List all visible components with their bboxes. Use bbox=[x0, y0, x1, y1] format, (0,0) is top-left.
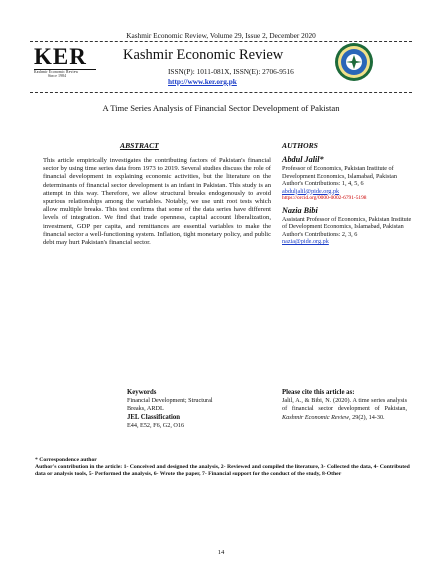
journal-url-link[interactable]: http://www.ker.org.pk bbox=[168, 77, 237, 86]
page-number: 14 bbox=[217, 549, 225, 556]
keywords-block bbox=[127, 389, 227, 430]
author-contributions: Author's Contributions: 2, 3, 6 bbox=[282, 230, 358, 238]
ker-logo-since: Since 1984 bbox=[48, 74, 67, 78]
citation-plain: Jalil, A., & Bibi, N. (2020). A time series analysis of financial sector development of Pakistan, bbox=[282, 397, 407, 413]
author-name: Abdul Jalil* bbox=[282, 155, 324, 164]
citation-text bbox=[282, 397, 407, 422]
jel-heading: JEL Classification bbox=[127, 413, 181, 421]
authors-heading: AUTHORS bbox=[282, 141, 318, 150]
abstract-text: This article empirically investigates the contributing factors of Pakistan's financial sector by using time series data from 1973 to 2019. Several studies discuss the role of financial development in explaining economic activities, but the literature on the determinants of financial sector development is an infant in Pakistan. This study is an attempt in this way. Therefore, we allow structural breaks endogenously to avoid spurious relationships among the variables. Notably, we use unit root tests which allow multiple breaks. This test confirms that some of the data series have different levels of integration. We find that trade openness, capital account liberalization, investment, GDP per capita, and remittances are essential variables to make the financial sector a well-functioning system. Inflation, tight monetary policy, and public debt may hurt Pakistan's financial sector. bbox=[43, 157, 271, 247]
jel-codes: E44, E52, F6, G2, O16 bbox=[127, 421, 185, 429]
author-affiliation: Assistant Professor of Economics, Pakistan Institute of Development Economics, Islamabad, Pakistan bbox=[282, 215, 412, 230]
abstract-heading: ABSTRACT bbox=[120, 141, 159, 150]
author-orcid-link[interactable]: https://orcid.org/0000-0002-6791-5198 bbox=[282, 195, 367, 201]
keywords-text: Financial Development; Structural Breaks, ARDL bbox=[127, 397, 213, 413]
issn: ISSN(P): 1011-081X, ISSN(E): 2706-9516 bbox=[168, 67, 294, 76]
citation-details: , 29(2), 14-30. bbox=[349, 413, 385, 421]
ker-logo bbox=[34, 46, 110, 86]
journal-title: Kashmir Economic Review bbox=[123, 47, 284, 63]
header-divider-bottom bbox=[30, 92, 412, 93]
citation-journal: Kashmir Economic Review bbox=[282, 413, 350, 421]
author-email-link[interactable]: nazia@pide.org.pk bbox=[282, 238, 329, 245]
university-seal-icon bbox=[334, 42, 374, 82]
author-block-1 bbox=[282, 155, 412, 203]
correspondence-note: * Correspondence author bbox=[35, 457, 97, 463]
ker-logo-subtitle: Kashmir Economic Review bbox=[34, 70, 79, 74]
citation-heading: Please cite this article as: bbox=[282, 389, 355, 396]
author-contributions: Author's Contributions: 1, 4, 5, 6 bbox=[282, 180, 364, 187]
citation-block bbox=[282, 389, 407, 422]
contribution-note: Author's contribution in the article: 1- Conceived and designed the analysis, 2- Reviewed and compiled the literature, 3- Collected the data, 4- Contributed data or analysis tools, 5- Performed the analysis, 6- Wrote the paper, 7- Financial support for the conduct of the study, 8-Other bbox=[35, 463, 410, 477]
author-name: Nazia Bibi bbox=[282, 205, 318, 215]
author-affiliation: Professor of Economics, Pakistan Institute of Development Economics, Islamabad, Pakistan bbox=[282, 165, 397, 180]
keywords-heading: Keywords bbox=[127, 389, 157, 396]
author-block-2 bbox=[282, 206, 412, 246]
footnotes bbox=[35, 457, 415, 477]
author-email-link[interactable]: abduljalil@pide.org.pk bbox=[282, 187, 340, 195]
article-title: A Time Series Analysis of Financial Sector Development of Pakistan bbox=[102, 103, 340, 113]
authors-list bbox=[282, 155, 412, 246]
ker-logo-text: KER bbox=[34, 44, 87, 69]
running-head: Kashmir Economic Review, Volume 29, Issue 2, December 2020 bbox=[126, 31, 316, 40]
